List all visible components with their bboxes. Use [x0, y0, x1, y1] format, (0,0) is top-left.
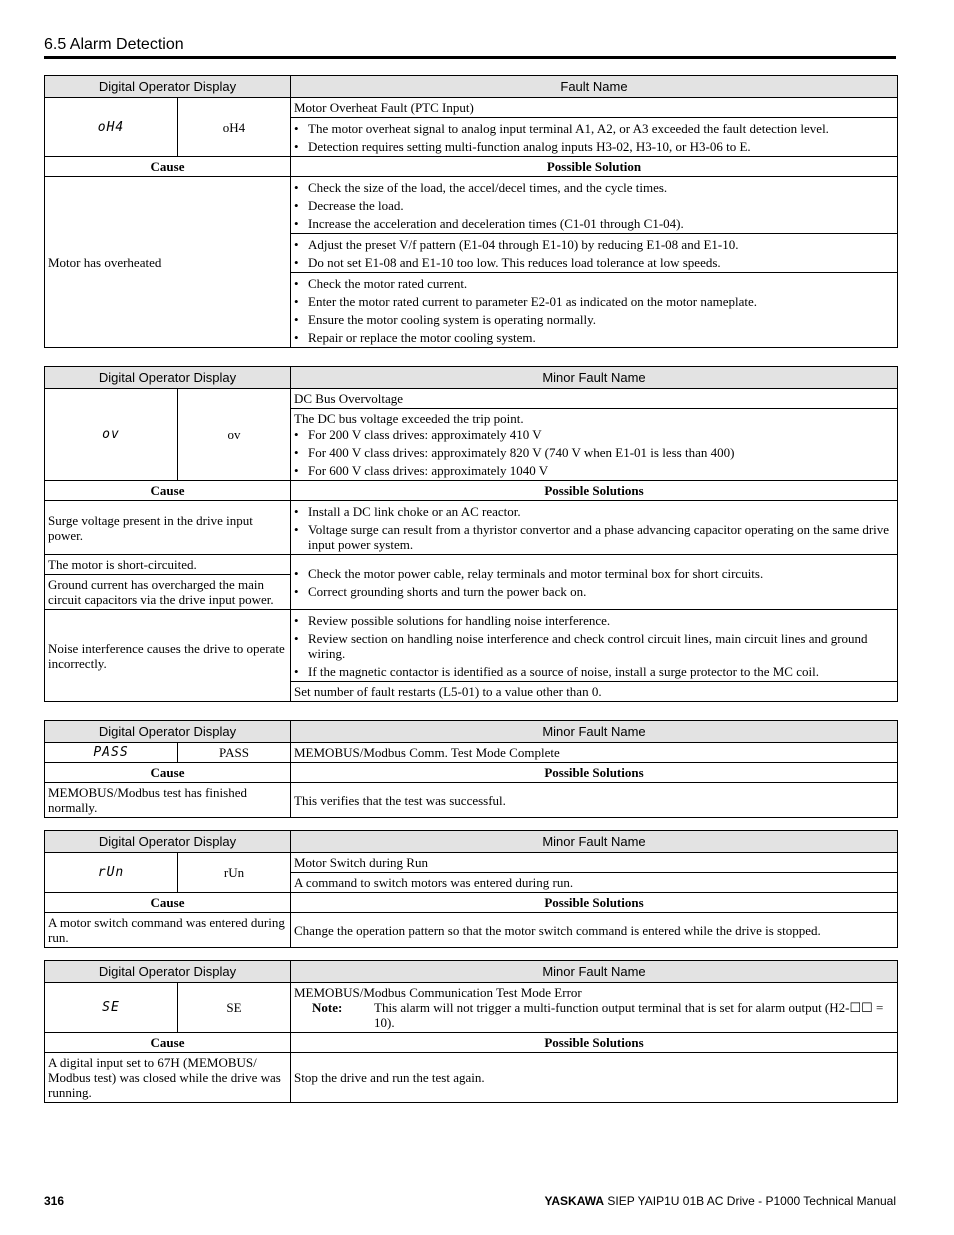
col-header-display: Digital Operator Display	[45, 831, 291, 853]
solution-item: • Review section on handling noise interference and check control circuit lines, main circuit lines and ground wiring.	[294, 631, 868, 661]
lcd-display-code: rUn	[45, 853, 178, 893]
solution-item: • Check the size of the load, the accel/decel times, and the cycle times.	[294, 180, 668, 195]
solution-item: • Decrease the load.	[294, 198, 404, 213]
fault-code: oH4	[178, 98, 291, 157]
lcd-display-code: SE	[45, 983, 178, 1033]
footer-manual-title	[544, 1194, 896, 1208]
lcd-display-code: PASS	[45, 743, 178, 763]
cause-cell: A motor switch command was entered during run.	[45, 913, 291, 948]
manual-name: SIEP YAIP1U 01B AC Drive - P1000 Technical Manual	[604, 1194, 896, 1208]
description-intro: The DC bus voltage exceeded the trip point.	[294, 411, 524, 426]
fault-table-ov	[44, 366, 898, 702]
fault-name: MEMOBUS/Modbus Communication Test Mode Error	[294, 985, 582, 1000]
solution-item: • Install a DC link choke or an AC reactor.	[294, 504, 521, 519]
fault-table-se	[44, 960, 898, 1103]
page-number: 316	[44, 1194, 65, 1208]
solution-cell	[291, 273, 898, 348]
cause-cell: Noise interference causes the drive to operate incorrectly.	[45, 610, 291, 702]
cause-header: Cause	[45, 1033, 291, 1053]
solution-item: • Ensure the motor cooling system is operating normally.	[294, 312, 596, 327]
cause-cell: MEMOBUS/Modbus test has finished normally.	[45, 783, 291, 818]
solution-cell: Change the operation pattern so that the motor switch command is entered while the drive is stopped.	[291, 913, 898, 948]
cause-cell: The motor is short-circuited.	[45, 555, 291, 575]
solution-item: • Adjust the preset V/f pattern (E1-04 through E1-10) by reducing E1-08 and E1-10.	[294, 237, 739, 252]
solution-cell: Set number of fault restarts (L5-01) to a value other than 0.	[291, 682, 898, 702]
col-header-display: Digital Operator Display	[45, 961, 291, 983]
fault-description	[291, 118, 898, 157]
solution-item: • Check the motor rated current.	[294, 276, 468, 291]
fault-name: Motor Overheat Fault (PTC Input)	[291, 98, 898, 118]
description-item: • For 200 V class drives: approximately 410 V	[294, 427, 542, 442]
description-item: • For 600 V class drives: approximately 1040 V	[294, 463, 549, 478]
solution-item: • Review possible solutions for handling noise interference.	[294, 613, 611, 628]
col-header-fault-name: Minor Fault Name	[291, 961, 898, 983]
note-text: This alarm will not trigger a multi-function output terminal that is set for alarm output (H2-☐☐ = 10).	[374, 1000, 884, 1030]
solution-cell	[291, 501, 898, 555]
solution-cell: Stop the drive and run the test again.	[291, 1053, 898, 1103]
fault-name: MEMOBUS/Modbus Comm. Test Mode Complete	[291, 743, 898, 763]
col-header-fault-name: Fault Name	[291, 76, 898, 98]
fault-description	[291, 983, 898, 1033]
solution-cell	[291, 610, 898, 682]
solution-cell	[291, 177, 898, 234]
fault-name: Motor Switch during Run	[291, 853, 898, 873]
cause-header: Cause	[45, 893, 291, 913]
cause-cell: Surge voltage present in the drive input power.	[45, 501, 291, 555]
lcd-display-code: ov	[45, 389, 178, 481]
solution-item: • Voltage surge can result from a thyristor convertor and a phase advancing capacitor operating on the same drive input power system.	[294, 522, 890, 552]
solution-header: Possible Solutions	[291, 893, 898, 913]
solution-item: • Repair or replace the motor cooling system.	[294, 330, 536, 345]
solution-cell	[291, 555, 898, 610]
solution-item: • Check the motor power cable, relay terminals and motor terminal box for short circuits.	[294, 566, 764, 581]
col-header-display: Digital Operator Display	[45, 76, 291, 98]
fault-table-run	[44, 830, 898, 948]
section-title: 6.5 Alarm Detection	[44, 35, 896, 59]
fault-code: ov	[178, 389, 291, 481]
solution-header: Possible Solutions	[291, 481, 898, 501]
solution-item: • Enter the motor rated current to parameter E2-01 as indicated on the motor nameplate.	[294, 294, 758, 309]
cause-cell: Ground current has overcharged the main circuit capacitors via the drive input power.	[45, 575, 291, 610]
solution-item: • Correct grounding shorts and turn the power back on.	[294, 584, 587, 599]
fault-table-oh4	[44, 75, 898, 348]
solution-item: • Do not set E1-08 and E1-10 too low. This reduces load tolerance at low speeds.	[294, 255, 721, 270]
col-header-fault-name: Minor Fault Name	[291, 831, 898, 853]
solution-item: • If the magnetic contactor is identified as a source of noise, install a surge protector to the MC coil.	[294, 664, 819, 679]
fault-code: rUn	[178, 853, 291, 893]
description-item: • Detection requires setting multi-function analog inputs H3-02, H3-10, or H3-06 to E.	[294, 139, 751, 154]
note-label: Note:	[312, 1000, 343, 1015]
cause-header: Cause	[45, 157, 291, 177]
description-item: • The motor overheat signal to analog input terminal A1, A2, or A3 exceeded the fault detection level.	[294, 121, 829, 136]
cause-cell: Motor has overheated	[45, 177, 291, 348]
description-item: • For 400 V class drives: approximately 820 V (740 V when E1-01 is less than 400)	[294, 445, 735, 460]
col-header-display: Digital Operator Display	[45, 367, 291, 389]
col-header-display: Digital Operator Display	[45, 721, 291, 743]
cause-cell: A digital input set to 67H (MEMOBUS/ Modbus test) was closed while the drive was running.	[45, 1053, 291, 1103]
fault-code: PASS	[178, 743, 291, 763]
fault-description	[291, 409, 898, 481]
fault-table-pass	[44, 720, 898, 818]
note	[294, 1000, 894, 1030]
col-header-fault-name: Minor Fault Name	[291, 367, 898, 389]
fault-description: A command to switch motors was entered during run.	[291, 873, 898, 893]
lcd-display-code: oH4	[45, 98, 178, 157]
brand-name: YASKAWA	[544, 1194, 605, 1208]
cause-header: Cause	[45, 481, 291, 501]
solution-cell: This verifies that the test was successful.	[291, 783, 898, 818]
solution-header: Possible Solutions	[291, 763, 898, 783]
solution-item: • Increase the acceleration and deceleration times (C1-01 through C1-04).	[294, 216, 684, 231]
solution-header: Possible Solutions	[291, 1033, 898, 1053]
col-header-fault-name: Minor Fault Name	[291, 721, 898, 743]
solution-cell	[291, 234, 898, 273]
solution-header: Possible Solution	[291, 157, 898, 177]
fault-name: DC Bus Overvoltage	[291, 389, 898, 409]
fault-code: SE	[178, 983, 291, 1033]
cause-header: Cause	[45, 763, 291, 783]
